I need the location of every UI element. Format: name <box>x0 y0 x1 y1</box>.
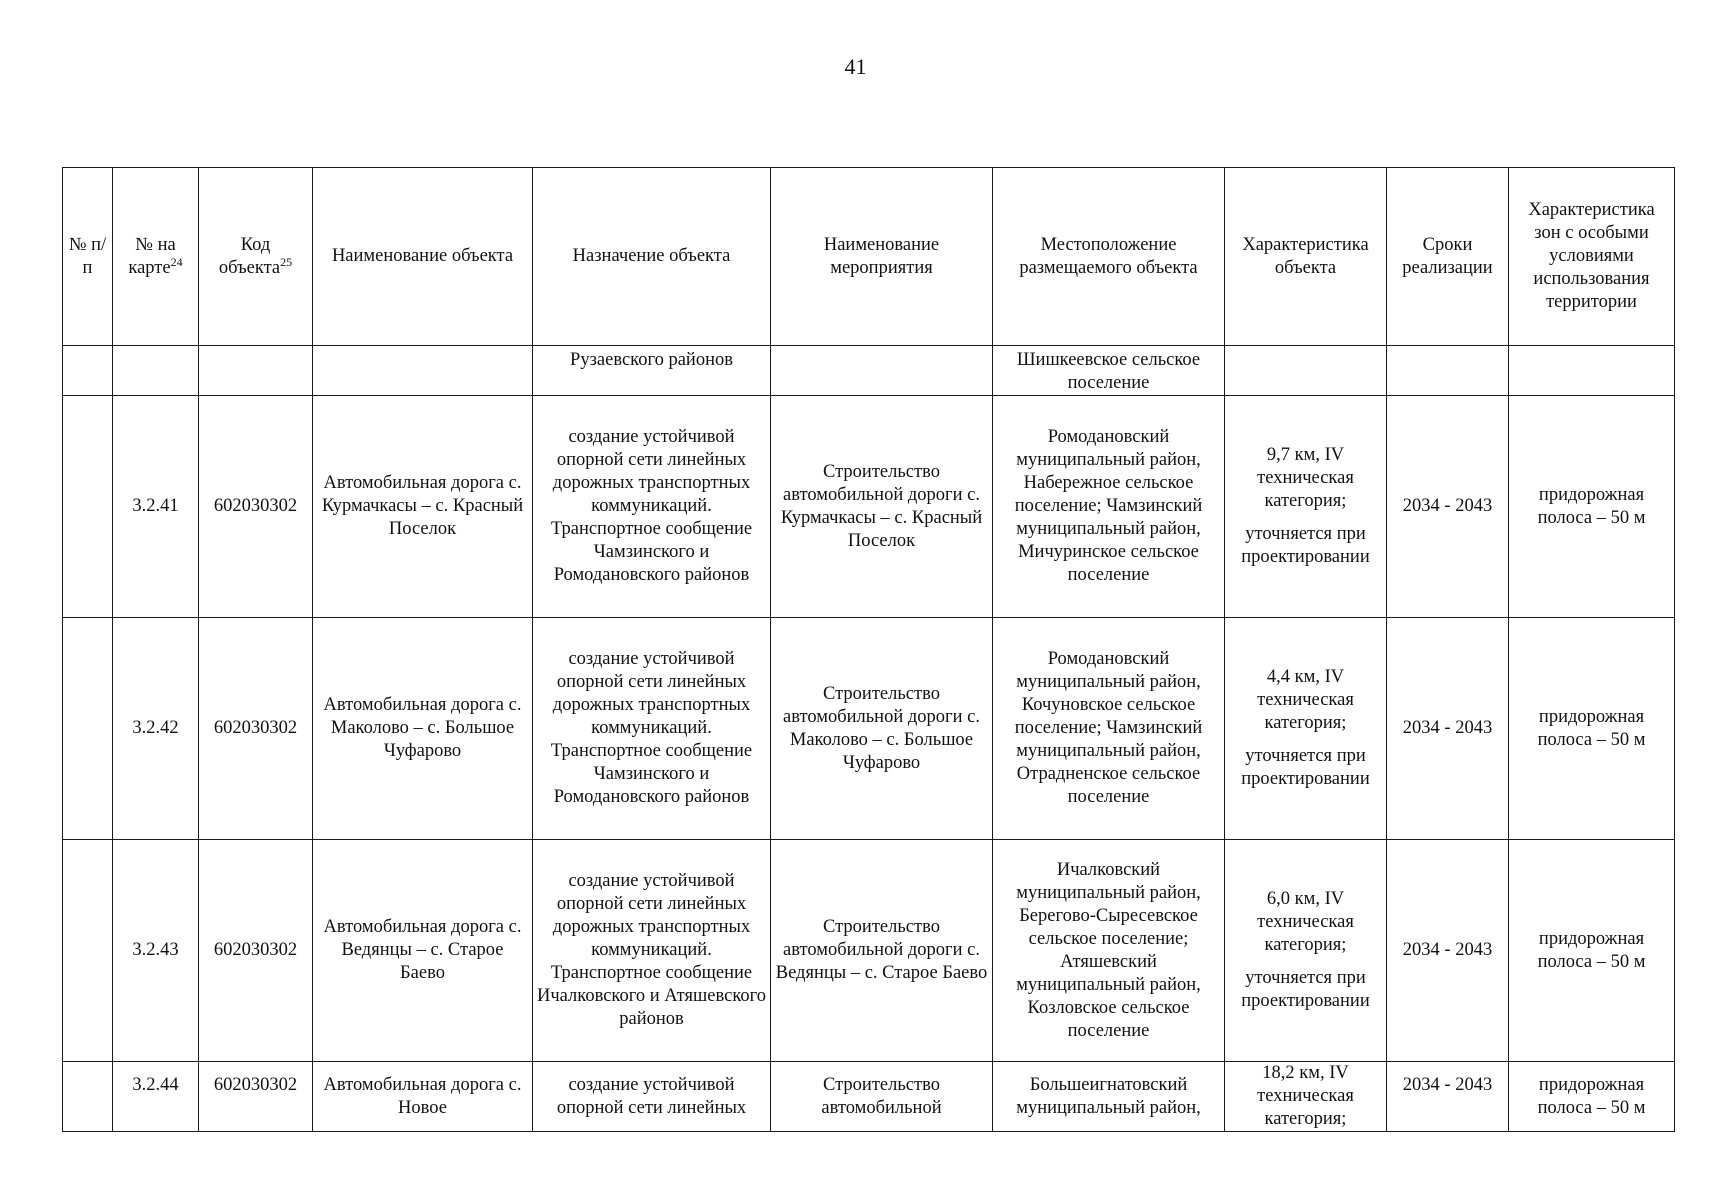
row-characteristics <box>1225 1062 1387 1132</box>
header-num: № п/п <box>63 168 113 346</box>
row-measure: Строительство автомобильной <box>771 1062 993 1132</box>
row-characteristics <box>1225 396 1387 618</box>
objects-table <box>62 167 1675 1132</box>
header-map-num-text: № на карте <box>128 234 176 278</box>
row-terms: 2034 - 2043 <box>1387 618 1509 840</box>
row-zones: придорожная полоса – 50 м <box>1509 618 1675 840</box>
row-char-main: 4,4 км, IV техническая категория; <box>1257 667 1354 733</box>
row-terms: 2034 - 2043 <box>1387 840 1509 1062</box>
row-num <box>63 618 113 840</box>
footnote-ref-25: 25 <box>280 254 293 269</box>
row-char-main: 6,0 км, IV техническая категория; <box>1257 889 1354 955</box>
row-code: 602030302 <box>199 1062 313 1132</box>
header-terms: Сроки реализации <box>1387 168 1509 346</box>
row-location: Ичалковский муниципальный район, Берегово-Сыресевское сельское поселение; Атяшевский муниципальный район, Козловское сельское поселение <box>993 840 1225 1062</box>
row-map-num: 3.2.44 <box>113 1062 199 1132</box>
header-purpose: Назначение объекта <box>533 168 771 346</box>
footnote-ref-24: 24 <box>170 254 183 269</box>
row-terms: 2034 - 2043 <box>1387 1062 1509 1132</box>
row-char-main: 18,2 км, IV техническая категория; <box>1257 1063 1354 1129</box>
row-zones: придорожная полоса – 50 м <box>1509 840 1675 1062</box>
row-name: Автомобильная дорога с. Новое <box>313 1062 533 1132</box>
row-purpose: создание устойчивой опорной сети линейных <box>533 1062 771 1132</box>
row-name: Автомобильная дорога с. Курмачкасы – с. Красный Поселок <box>313 396 533 618</box>
row-characteristics <box>1225 840 1387 1062</box>
header-name: Наименование объекта <box>313 168 533 346</box>
row-char-note: уточняется при проектировании <box>1241 524 1370 567</box>
header-row <box>63 168 1675 346</box>
row-purpose: создание устойчивой опорной сети линейных дорожных транспортных коммуникаций. Транспортное сообщение Ичалковского и Атяшевского районов <box>533 840 771 1062</box>
row-num <box>63 396 113 618</box>
row-location: Ромодановский муниципальный район, Кочуновское сельское поселение; Чамзинский муниципальный район, Отрадненское сельское поселение <box>993 618 1225 840</box>
row-terms: 2034 - 2043 <box>1387 396 1509 618</box>
header-code <box>199 168 313 346</box>
page-number: 41 <box>844 54 867 79</box>
header-code-text: Код объекта <box>218 234 281 278</box>
row-char-note: уточняется при проектировании <box>1241 746 1370 789</box>
row-name: Автомобильная дорога с. Ведянцы – с. Старое Баево <box>313 840 533 1062</box>
row-char-note: уточняется при проектировании <box>1241 968 1370 1011</box>
table-row <box>63 618 1675 840</box>
row-map-num: 3.2.43 <box>113 840 199 1062</box>
row-name: Автомобильная дорога с. Маколово – с. Большое Чуфарово <box>313 618 533 840</box>
continuation-row <box>63 346 1675 396</box>
row-measure: Строительство автомобильной дороги с. Маколово – с. Большое Чуфарово <box>771 618 993 840</box>
row-num <box>63 1062 113 1132</box>
continuation-location: Шишкеевское сельское поселение <box>993 346 1225 396</box>
row-location: Большеигнатовский муниципальный район, <box>993 1062 1225 1132</box>
row-code: 602030302 <box>199 840 313 1062</box>
row-map-num: 3.2.41 <box>113 396 199 618</box>
row-zones: придорожная полоса – 50 м <box>1509 1062 1675 1132</box>
row-purpose: создание устойчивой опорной сети линейных дорожных транспортных коммуникаций. Транспортное сообщение Чамзинского и Ромодановского районов <box>533 396 771 618</box>
row-code: 602030302 <box>199 396 313 618</box>
row-purpose: создание устойчивой опорной сети линейных дорожных транспортных коммуникаций. Транспортное сообщение Чамзинского и Ромодановского районов <box>533 618 771 840</box>
header-measure: Наименование мероприятия <box>771 168 993 346</box>
header-location: Местоположение размещаемого объекта <box>993 168 1225 346</box>
row-code: 602030302 <box>199 618 313 840</box>
row-map-num: 3.2.42 <box>113 618 199 840</box>
row-location: Ромодановский муниципальный район, Набережное сельское поселение; Чамзинский муниципальный район, Мичуринское сельское поселение <box>993 396 1225 618</box>
header-characteristics: Характеристика объекта <box>1225 168 1387 346</box>
row-measure: Строительство автомобильной дороги с. Курмачкасы – с. Красный Поселок <box>771 396 993 618</box>
row-num <box>63 840 113 1062</box>
row-characteristics <box>1225 618 1387 840</box>
header-zones: Характеристика зон с особыми условиями использования территории <box>1509 168 1675 346</box>
table-row <box>63 840 1675 1062</box>
table-row-partial <box>63 1062 1675 1132</box>
row-measure: Строительство автомобильной дороги с. Ведянцы – с. Старое Баево <box>771 840 993 1062</box>
table-row <box>63 396 1675 618</box>
continuation-purpose: Рузаевского районов <box>533 346 771 396</box>
row-zones: придорожная полоса – 50 м <box>1509 396 1675 618</box>
row-char-main: 9,7 км, IV техническая категория; <box>1257 445 1354 511</box>
header-map-num <box>113 168 199 346</box>
